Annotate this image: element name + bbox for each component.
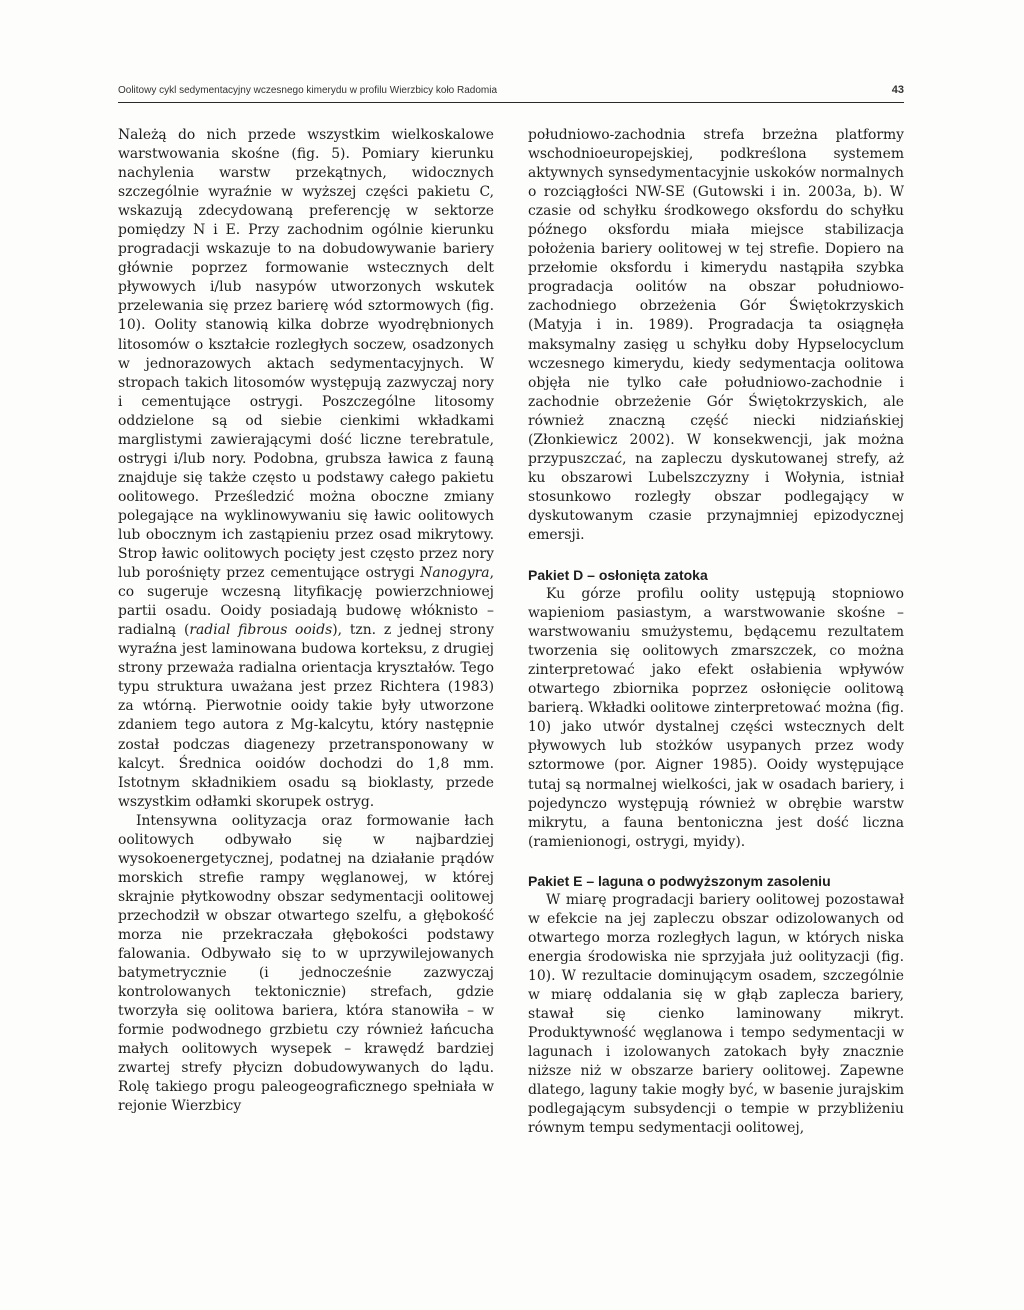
running-header (118, 82, 904, 103)
paragraph: W miarę progradacji bariery oolitowej pozostawał w efekcie na jej zapleczu obszar odizolowanych od otwartego morza rozległych lagun, w których niska energia środowiska nie sprzyjała już oolityzacji (fig. 10). W rezultacie dominującym osadem, szczególnie w miarę oddalania się w głąb zaplecza bariery, stawał się cienko laminowany mikryt. Produktywność węglanowa i tempo sedymentacji w lagunach i izolowanych zatokach były znacznie niższe niż w obszarze bariery oolitowej. Zapewne dlatego, laguny takie mogły być, w basenie jurajskim podlegającym subsydencji o tempie w przybliżeniu równym tempu sedymentacji oolitowej, (528, 891, 904, 1137)
text-run: , co sugeruje wczesną lityfikację powierzchniowej partii osadu. Ooidy posiadają budowę włóknisto – radialną ( (118, 565, 494, 639)
page-number: 43 (891, 84, 904, 96)
taxon-name: Nanogyra (420, 565, 490, 582)
right-column (528, 126, 904, 1138)
text-run: Należą do nich przede wszystkim wielkoskalowe warstwowania skośne (fig. 5). Pomiary kierunku nachylenia warstw przekątnych, widocznych szczególnie wyraźnie w wyższej części pakietu C, wskazują zdecydowaną preferencję w sektorze pomiędzy N i E. Przy zachodnim ogólnie kierunku progradacji wskazuje to na dobudowywanie bariery głównie poprzez formowanie wstecznych delt pływowych i/lub nasypów utworzonych wskutek przelewania się przez barierę wód sztormowych (fig. 10). Oolity stanowią kilka dobrze wyodrębnionych litosomów o kształcie rozległych soczew, osadzonych w jednorazowych aktach sedymentacyjnych. W stropach takich litosomów występują zazwyczaj nory i cementujące ostrygi. Poszczególne litosomy oddzielone są od siebie cienkimi wkładkami marglistymi zawierającymi dość liczne terebratule, ostrygi i/lub nory. Podobna, grubsza ławica z fauną znajduje się także często u podstawy całego pakietu oolitowego. Prześledzić można oboczne zmiany polegające na wyklinowywaniu się ławic oolitowych lub obocznym ich zastąpieniu przez osad mikrytowy. Strop ławic oolitowych pocięty jest często przez nory lub porośnięty przez cementujące ostrygi (118, 127, 494, 582)
paragraph: południowo-zachodnia strefa brzeżna platformy wschodnioeuropejskiej, podkreślona systemem aktywnych synsedymentacyjnie uskoków normalnych o rozciągłości NW-SE (Gutowski i in. 2003a, b). W czasie od schyłku środkowego oksfordu do schyłku późnego oksfordu miała miejsce stabilizacja położenia bariery oolitowej w tej strefie. Dopiero na przełomie oksfordu i kimerydu nastąpiła szybka progradacja oolitów na obszar południowo-zachodniego obrzeżenia Gór Świętokrzyskich (Matyja i in. 1989). Progradacja ta osiągnęła maksymalny zasięg u schyłku doby Hypselocyclum wczesnego kimerydu, kiedy sedymentacja oolitowa objęła nie tylko całe południowo-zachodnie i zachodnie obrzeżenie Gór Świętokrzyskich, ale również znaczną część niecki nidziańskiej (Złonkiewicz 2002). W konsekwencji, jak można przypuszczać, na zapleczu dyskutowanej strefy, aż ku obszarowi Lubelszczyzny i Wołynia, istniał stosunkowo rozległy obszar podlegający w dyskutowanym czasie przynajmniej epizodycznej emersji. (528, 127, 904, 543)
left-column (118, 126, 494, 1116)
section-heading: Pakiet D – osłonięta zatoka (528, 567, 708, 584)
english-term: radial fibrous ooids (189, 622, 333, 639)
paragraph (118, 126, 494, 812)
text-run: ), tzn. z jednej strony wyraźna jest laminowana budowa korteksu, z drugiej strony przeważa radialna orientacja kryształów. Tego typu struktura uważana jest przez Richtera (1983) za wtórną. Pierwotnie ooidy takie były utworzone zdaniem tego autora z Mg-kalcytu, który następnie został podczas diagenezy przetransponowany w kalcyt. Średnica ooidów dochodzi do 1,8 mm. Istotnym składnikiem osadu są bioklasty, przede wszystkim odłamki skorupek ostryg. (118, 622, 495, 810)
running-title: Oolitowy cykl sedymentacyjny wczesnego kimerydu w profilu Wierzbicy koło Radomia (118, 85, 498, 96)
paragraph: Ku górze profilu oolity ustępują stopniowo wapieniom pasiastym, a warstwowanie skośne – warstwowaniu smużystemu, będącemu rezultatem tworzenia się oolitowych zmarszczek, co można zinterpretować jako efekt osłabienia wpływów otwartego zbiornika poprzez osłonięcie oolitową barierą. Wkładki oolitowe zinterpretować można (fig. 10) jako utwór dystalnej części wstecznych delt pływowych lub stożków usypanych przez wody sztormowe (por. Aigner 1985). Ooidy występujące tutaj są normalnej wielkości, jak w osadach bariery, i pojedynczo występują również w obrębie warstw mikrytu, a fauna bentoniczna jest dość liczna (ramienionogi, ostrygi, myidy). (528, 586, 904, 850)
paragraph: Intensywna oolityzacja oraz formowanie łach oolitowych odbywało się w najbardziej wysokoenergetycznej, podatnej na działanie prądów morskich strefie rampy węglanowej, w której skrajnie płytkowodny obszar sedymentacji oolitowej przechodził w obszar otwartego szelfu, a głębokość morza nie przekraczała głębokości podstawy falowania. Odbywało się to w uprzywilejowanych batymetrycznie (i jednocześnie zazwyczaj kontrolowanych tektonicznie) strefach, gdzie tworzyła się oolitowa bariera, która stanowiła – w formie podwodnego grzbietu czy również łańcucha małych oolitowych wysepek – krawędź bardziej zwartej strefy płycizn dobudowywanych do lądu. Rolę takiego progu paleogeograficznego spełniała w rejonie Wierzbicy (118, 812, 494, 1115)
section-heading: Pakiet E – laguna o podwyższonym zasoleniu (528, 872, 831, 889)
